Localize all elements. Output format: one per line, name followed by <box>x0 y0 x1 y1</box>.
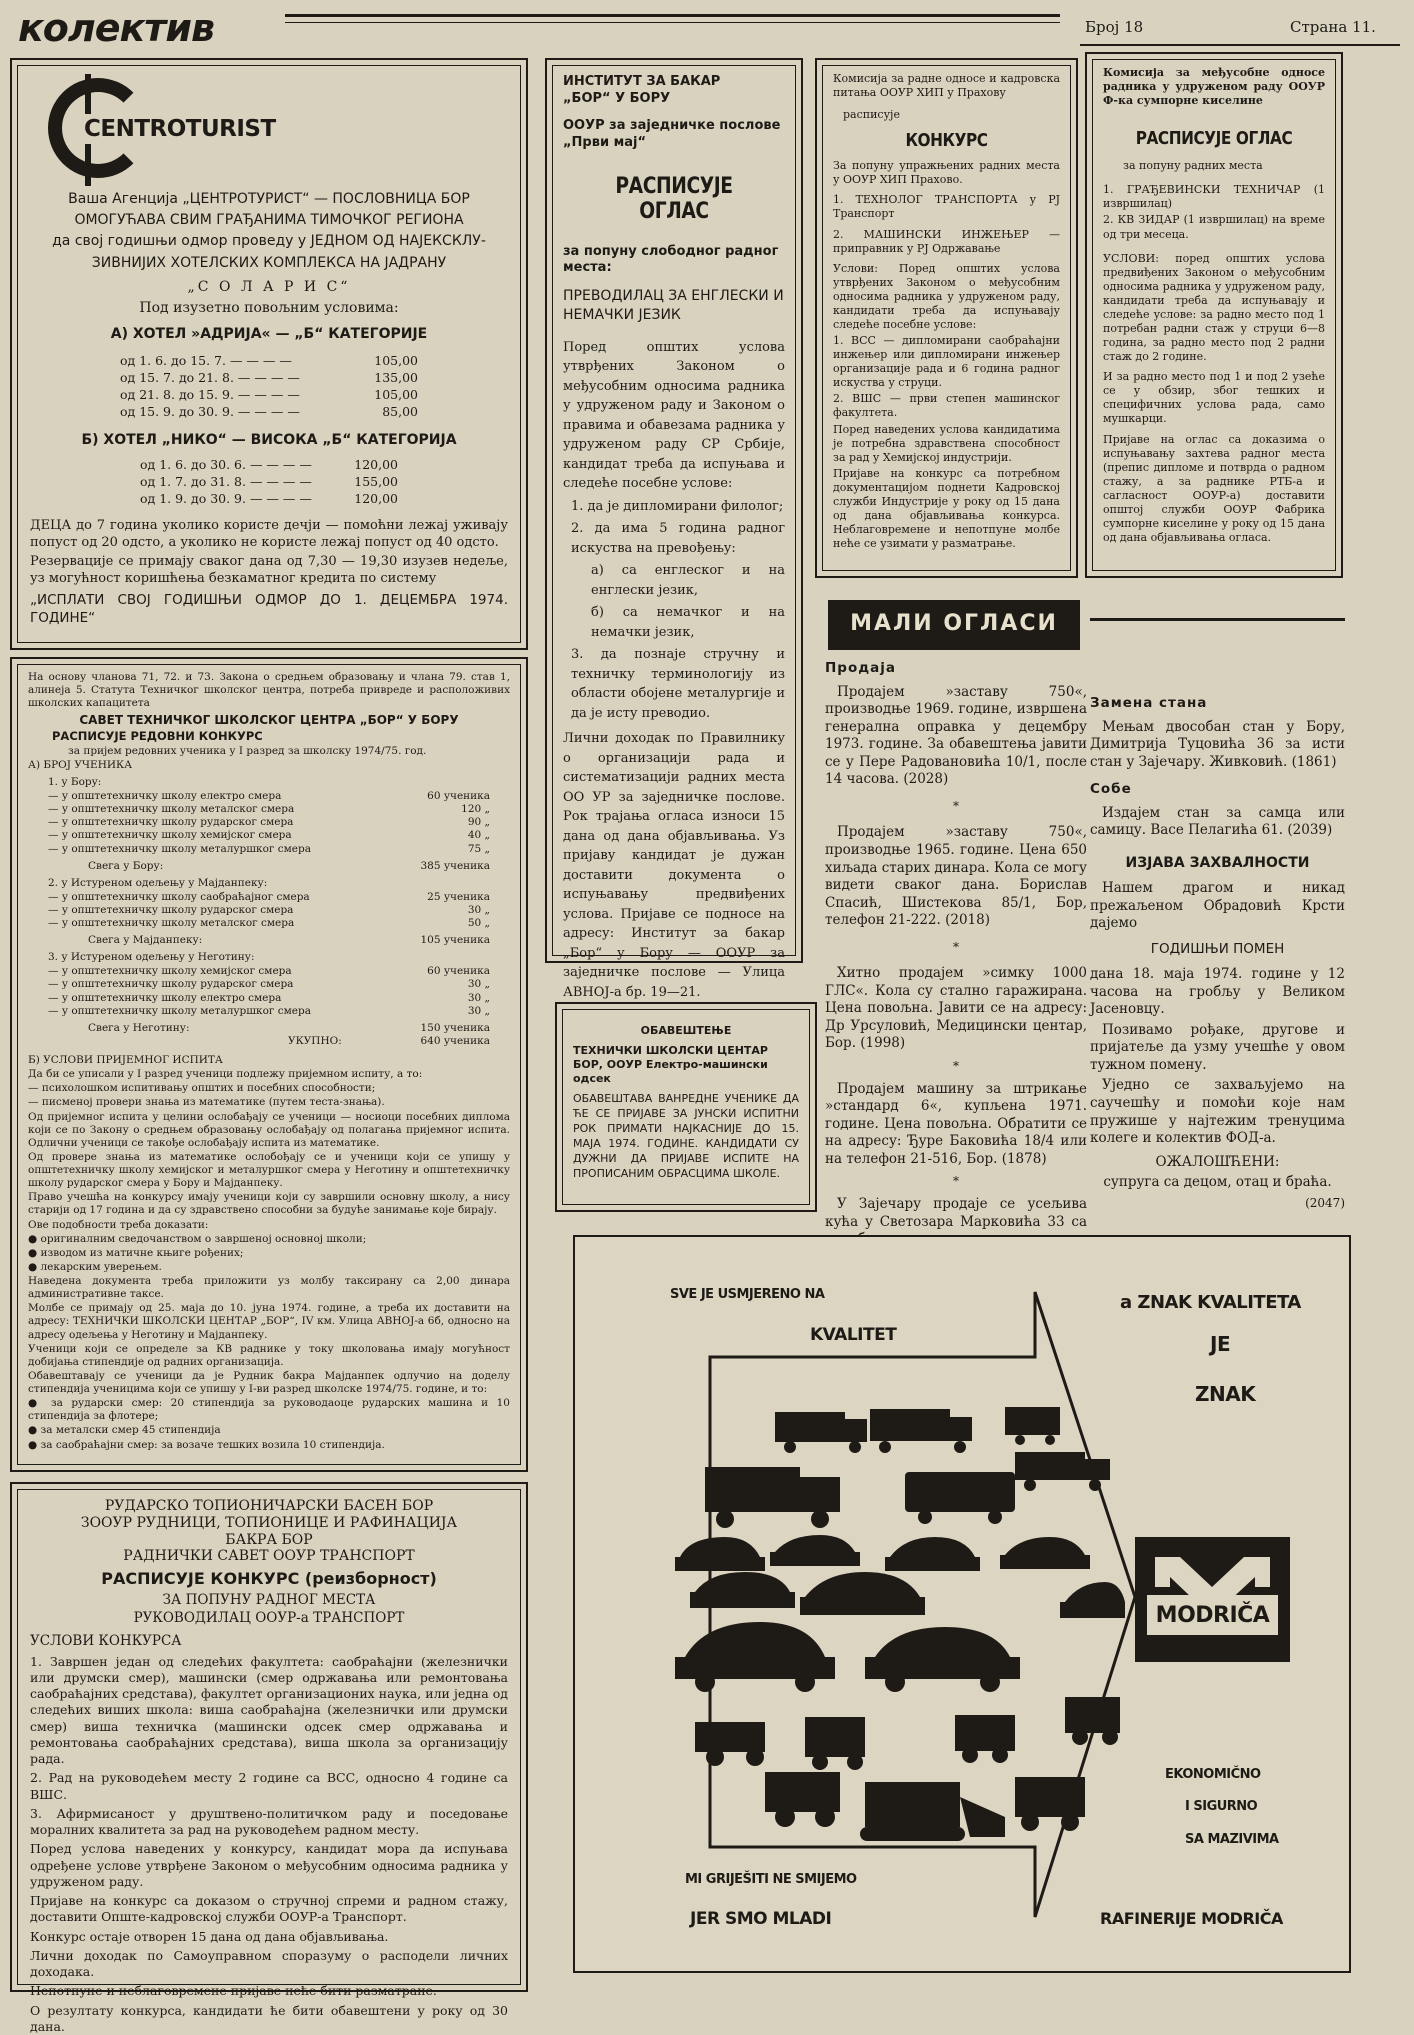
institute-body: б) са немачког и на немачки језик, <box>591 605 785 640</box>
sulfur-ad <box>1085 52 1343 578</box>
price-row: од 1. 7. до 31. 8. — — — — 155,00 <box>140 473 398 489</box>
memorial-title: ГОДИШЊИ ПОМЕН <box>1150 940 1285 957</box>
exchange-item: Мењам двособан стан у Бору, Димитрија Туцовића 36 за исти стан у Зајечару. Живковић. (1861) <box>1090 718 1345 770</box>
subtotal-row: Свега у Мајданпеку: 105 ученика <box>88 934 490 947</box>
rtb-body: Пријаве на конкурс са доказом о стручној спреми и радном стажу, доставити Опште-кадровској служби ООУР-а Транспорт. <box>30 1893 508 1925</box>
list-item: — у општетехничку школу хемијског смера 60 ученика <box>48 965 490 978</box>
slogan: „ИСПЛАТИ СВОЈ ГОДИШЊИ ОДМОР ДО 1. ДЕЦЕМБРА 1974. ГОДИНЕ“ <box>30 592 508 626</box>
modrica-eko-1: EKONOMIČNO <box>1165 1767 1261 1782</box>
modrica-eko-2: I SIGURNO <box>1185 1799 1258 1814</box>
classifieds-col-1 <box>825 660 1087 1304</box>
rtb-line: РУДАРСКО ТОПИОНИЧАРСКИ БАСЕН БОР <box>104 1498 434 1514</box>
price-row: од 15. 7. до 21. 8. — — — — 135,00 <box>120 370 418 386</box>
page-number: Страна 11. <box>1290 18 1376 36</box>
price-row: од 1. 9. до 30. 9. — — — — 120,00 <box>140 490 398 506</box>
separator-star: * <box>953 939 959 954</box>
institute-ad <box>545 58 803 1000</box>
list-item: — у општетехничку школу металског смера 50 „ <box>48 917 490 929</box>
masthead-rule-right <box>1080 44 1400 46</box>
modrica-right-1: a ZNAK KVALITETA <box>1120 1292 1301 1313</box>
separator-star: * <box>953 798 959 813</box>
classified-item: Хитно продајем »симку 1000 ГЛС«. Кола су стално гаражирана. Цена повољна. Јавити се на адресу: Др Урсуловић, Медицински центар, Бор. (1998) <box>825 965 1087 1052</box>
list-item: — у општетехничку школу металуршког смера 75 „ <box>48 842 490 855</box>
institute-line: „БОР“ У БОРУ <box>563 90 671 106</box>
classified-item: Продајем машину за штрикање »стандард 6«, купљена 1971. године. Цена повољна. Обратити се на адресу: Ђуре Баковића 18/4 или на телефон 21-516, Бор. (1878) <box>825 1080 1087 1167</box>
school-announce: РАСПИСУЈЕ РЕДОВНИ КОНКУРС <box>52 729 263 744</box>
section-b: Б) УСЛОВИ ПРИЈЕМНОГ ИСПИТА <box>28 1054 223 1066</box>
separator-star: * <box>953 1059 959 1074</box>
institute-headline: РАСПИСУЈЕ ОГЛАС <box>615 173 733 224</box>
hip-body: 1. ТЕХНОЛОГ ТРАНСПОРТА у РЈ Транспорт <box>833 193 1060 221</box>
school-body: ● лекарским уверењем. <box>28 1260 162 1273</box>
school-body: Да би се уписали у I разред ученици подлежу пријемном испиту, а то: <box>28 1068 423 1081</box>
masthead-logo: колектив <box>18 6 214 50</box>
centroturist-ad <box>10 58 528 650</box>
institute-body: 2. да има 5 година радног искуства на превођењу: <box>571 521 785 556</box>
list-item: — у општетехничку школу рударског смера 90 „ <box>48 816 490 829</box>
sulfur-body: И за радно место под 1 и под 2 узеће се у обзир, због тешких и специфичних услова рада, само мушкарци. <box>1103 370 1325 426</box>
classifieds-title: МАЛИ ОГЛАСИ <box>850 611 1058 636</box>
list-item: — у општетехничку школу рударског смера 30 „ <box>48 903 490 916</box>
rtb-for: ЗА ПОПУНУ РАДНОГ МЕСТА <box>162 1591 376 1608</box>
school-competition <box>10 657 528 1472</box>
centroturist-conditions: Под изузетно повољним условима: <box>139 299 399 316</box>
classifieds-col-2 <box>1090 695 1345 1214</box>
centroturist-line-3: да свој годишњи одмор проведу у ЈЕДНОМ ОД НАЈЕКСКЛУ- <box>52 233 486 250</box>
centroturist-line-1: Ваша Агенција „ЦЕНТРОТУРИСТ“ — ПОСЛОВНИЦА БОР <box>68 191 470 207</box>
rtb-body: Непотпуне и неблаговремене пријаве неће бити разматране. <box>30 1983 437 1999</box>
list-item: — у општетехничку школу саобраћајног смера 25 ученика <box>48 890 490 903</box>
institute-body: 1. да је дипломирани филолог; <box>571 498 784 514</box>
memorial-line: Уједно се захваљујемо на саучешћу и помоћи које нам пружише у најтежим тренуцима колеге и колектив ФОД-а. <box>1090 1077 1345 1147</box>
price-row: од 1. 6. до 15. 7. — — — — 105,00 <box>120 353 418 369</box>
centroturist-logo-text: CENTROTURIST <box>80 114 280 144</box>
children-discount: ДЕЦА до 7 година уколико користе дечји — помоћни лежај уживају попуст од 20 одсто, а уколико не користе лежај попуст од 40 одсто. <box>30 517 508 550</box>
list-item: — у општетехничку школу хемијског смера 40 „ <box>48 829 490 842</box>
modrica-kvalitet: KVALITET <box>810 1325 897 1345</box>
centroturist-logo <box>30 74 508 184</box>
hotel-a-title: А) ХОТЕЛ »АДРИЈА« — „Б“ КАТЕГОРИЈЕ <box>110 326 428 343</box>
modrica-top-left: SVE JE USMJERENO NA <box>670 1287 825 1302</box>
sulfur-headline: РАСПИСУЈЕ ОГЛАС <box>1135 128 1293 150</box>
modrica-ad <box>573 1235 1351 1973</box>
memorial-line: дана 18. маја 1974. године у 12 часова на гробљу у Великом Јасеновцу. <box>1090 966 1345 1018</box>
rtb-body: 1. Завршен један од следећих факултета: саобраћајни (железнички или друмски смер), машински (смер одржавања или ремонтовања саобраћајних средстава), факултет организационих наука, или једна од следећих виших школа: виша саобраћајна (железнички или друмски смер) виша техничка (машински одсек смер одржавања и ремонтовања саобраћајних средстава), виша школа за организацију рада. <box>30 1653 508 1767</box>
list-item: — у општетехничку школу рударског смера 30 „ <box>48 978 490 991</box>
school-body: Молбе се примају од 25. маја до 10. јуна 1974. године, а треба их доставити на адресу: ТЕХНИЧКИ ШКОЛСКИ ЦЕНТАР „БОР“, IV км. Улица АВНОЈ-а 6б, односно на адресу одељења у Неготину и Мајданпеку. <box>28 1302 510 1341</box>
school-body: Обавештавају се ученици да је Рудник бакра Мајданпек одлучио на доделу стипендија ученицима који се упишу у I-ви разред школске 1974/75. године, и то: <box>28 1369 510 1395</box>
rtb-body: 2. Рад на руководећем месту 2 године са ВСС, односно 4 године са ВШС. <box>30 1770 508 1802</box>
hotel-b-prices <box>30 457 508 508</box>
classified-item: Продајем »заставу 750«, производње 1965. године. Цена 650 хиљада старих динара. Кола се могу видети сваког дана. Борислав Спасић, Шистекова 85/1, Бор, телефон 21-222. (2018) <box>825 824 1087 929</box>
school-body: ● за саобраћајни смер: за возаче тешких возила 10 стипендија. <box>28 1438 385 1451</box>
institute-body: Лични доходак по Правилнику о организацији рада и систематизацији радних места ОО УР за заједничке послове. Рок трајања огласа износи 15 дана од дана објављивања. Уз пријаву кандидат је дужан доставити документа о испуњавању предвиђених услова. Пријаве се подносе на адресу: Институт за бакар „Бор“ у Бору — ООУР за заједничке послове — Улица АВНОЈ-а бр. 19—21. <box>563 731 785 1000</box>
centroturist-line-4: ЗИВНИЈИХ ХОТЕЛСКИХ КОМПЛЕКСА НА ЈАДРАНУ <box>91 254 447 271</box>
institute-for: за попуну слободног радног места: <box>563 243 779 276</box>
school-body: ● изводом из матичне књиге рођених; <box>28 1246 244 1259</box>
hip-body: 1. ВСС — дипломирани саобраћајни инжењер или дипломирани инжењер организације рада и 6 година радног искуства у струци. <box>833 334 1060 390</box>
hip-body: 2. ВШС — први степен машинског факултета. <box>833 392 1060 420</box>
school-purpose: за пријем редовних ученика у I разред за школску 1974/75. год. <box>68 744 427 757</box>
classifieds-rule <box>1090 618 1345 621</box>
notice-body: ОБАВЕШТАВА ВАНРЕДНЕ УЧЕНИКЕ ДА ЋЕ СЕ ПРИЈАВЕ ЗА ЈУНСКИ ИСПИТНИ РОК ПРИМАТИ НАЈКАСНИЈЕ ДО 15. МАЈА 1974. ГОДИНЕ. КАНДИДАТИ СУ ДУЖНИ ДА ПРИЈАВЕ ИСПИТЕ НА ПРОПИСАНИМ ОБРАСЦИМА ШКОЛЕ. <box>573 1092 799 1180</box>
school-body: Ове подобности треба доказати: <box>28 1218 209 1231</box>
hip-body: Поред наведених услова кандидатима је потребна здравствена способност за рад у Хемијској индустрији. <box>833 422 1060 464</box>
mourners-title: ОЖАЛОШЋЕНИ: <box>1155 1153 1280 1170</box>
school-body: — психолошком испитивању општих и посебних способности; <box>28 1082 376 1095</box>
hip-body: 2. МАШИНСКИ ИНЖЕЊЕР — приправник у РЈ Одржавање <box>833 227 1060 255</box>
masthead-rule <box>285 14 1060 17</box>
mourners: супруга са децом, отац и браћа. <box>1103 1174 1332 1191</box>
subtotal-row: Свега у Бору: 385 ученика <box>88 859 490 872</box>
rtb-body: О резултату конкурса, кандидати ће бити обавештени у року од 30 дана. <box>30 2002 508 2034</box>
rtb-headline: РАСПИСУЈЕ КОНКУРС (реизборност) <box>101 1569 437 1589</box>
modrica-bottom-left-1: MI GRIJEŠITI NE SMIJEMO <box>685 1872 857 1887</box>
institute-line: ИНСТИТУТ ЗА БАКАР <box>563 74 721 89</box>
solaris-name: „С О Л А Р И С“ <box>187 278 351 295</box>
institute-line: ООУР за заједничке послове <box>563 117 781 133</box>
sulfur-for: за попуну радних места <box>1123 159 1263 173</box>
thanks-intro: Нашем драгом и никад прежаљеном Обрадовић Крсти дајемо <box>1090 880 1345 932</box>
institute-line: „Први мај“ <box>563 134 646 150</box>
maj-title: 2. у Истуреном одељењу у Мајданпеку: <box>48 876 268 889</box>
rtb-competition <box>10 1482 528 2034</box>
school-body: ● оригиналним сведочанством о завршеној основној школи; <box>28 1232 367 1245</box>
list-item: — у општетехничку школу електро смера 30 „ <box>48 991 490 1004</box>
bor-title: 1. у Бору: <box>48 776 102 788</box>
list-item: — у општетехничку школу металског смера 120 „ <box>48 803 490 816</box>
classified-item: У Зајечару продаје се усељива кућа у Светозара Марковића 33 са <box>825 1195 1087 1230</box>
rooms-item: Издајем стан за самца или самицу. Васе Пелагића 61. (2039) <box>1090 804 1345 839</box>
school-body: ● за рударски смер: 20 стипендија за руководаоце рударских машина и 10 стипендија за флотере; <box>28 1397 510 1423</box>
rtb-body: Конкурс остаје отворен 15 дана од дана објављивања. <box>30 1928 389 1944</box>
hip-body: Пријаве на конкурс са потребном документацијом поднети Кадровској служби Индустрије у року од 15 дана од дана објављивања конкурса. Неблаговремене и непотпуне молбе неће се узимати у разматрање. <box>833 466 1060 551</box>
institute-body: Поред општих услова утврђених Законом о међусобним односима радника у удруженом раду и Законом о правима и обавезама радника у удруженом раду СР Србије, кандидат треба да испуњава и следеће посебне услове: <box>563 339 785 492</box>
modrica-right-3: ZNAK <box>1195 1382 1256 1406</box>
separator-star: * <box>953 1174 959 1189</box>
hotel-a-prices <box>30 353 508 421</box>
mourners-code: (2047) <box>1305 1195 1345 1210</box>
hotel-b-title: Б) ХОТЕЛ „НИКО“ — ВИСОКА „Б“ КАТЕГОРИЈА <box>81 431 457 448</box>
notice-line: одсек <box>573 1072 611 1086</box>
hip-body: Услови: Поред општих услова утврђених Законом о међусобним односима радника у удруженом раду, кандидати треба да испуњавају следеће посебне услове: <box>833 261 1060 332</box>
reservations: Резервације се примају сваког дана од 7,30 — 19,30 изузев недеље, уз могућност коришћења безкаматног кредита по систему <box>30 554 508 587</box>
price-row: од 15. 9. до 30. 9. — — — — 85,00 <box>120 403 418 419</box>
list-item: — у општетехничку школу електро смера 60 ученика <box>48 790 490 802</box>
sulfur-body: 1. ГРАЂЕВИНСКИ ТЕХНИЧАР (1 извршилац) <box>1103 183 1325 211</box>
sulfur-body: Пријаве на оглас са доказима о испуњавању захтева радног места (препис дипломе и потврда о радном стажу, а за раднике РТБ-а и сагласност ООУР-а) доставити општој служби ООУР Фабрика сумпорне киселине у року од 15 дана од дана објављивања огласа. <box>1103 432 1325 545</box>
rtb-position: РУКОВОДИЛАЦ ООУР-а ТРАНСПОРТ <box>133 1609 405 1626</box>
hip-announces: расписује <box>843 108 900 122</box>
notice-line: БОР, ООУР Електро-машински <box>573 1058 768 1072</box>
institute-body: 3. да познаје стручну и техничку терминологију из области обојене металургије и да је исту преводио. <box>571 647 785 721</box>
rtb-body: 3. Афирмисаност у друштвено-политичком раду и поседовање моралних квалитета за рад на руководећем радном месту. <box>30 1805 508 1838</box>
sulfur-body: 2. КВ ЗИДАР (1 извршилац) на време од три месеца. <box>1103 213 1325 241</box>
institute-position: ПРЕВОДИЛАЦ ЗА ЕНГЛЕСКИ И НЕМАЧКИ ЈЕЗИК <box>563 288 784 323</box>
neg-title: 3. у Истуреном одељењу у Неготину: <box>48 951 255 964</box>
notice-ad <box>555 1002 817 1212</box>
school-body: — писменој провери знања из математике (путем теста-знања). <box>28 1096 385 1109</box>
hip-intro: Комисија за радне односе и кадровска питања ООУР ХИП у Прахову <box>833 72 1060 100</box>
list-item: — у општетехничку школу металуршког смера 30 „ <box>48 1004 490 1017</box>
issue-number: Број 18 <box>1085 18 1144 36</box>
school-council: САВЕТ ТЕХНИЧКОГ ШКОЛСКОГ ЦЕНТРА „БОР“ У БОРУ <box>79 713 459 728</box>
school-body: Од пријемног испита у целини ослобађају се ученици — носиоци посебних диплома који се по Закону о средњем образовању ослобађају од полагања пријемног испита. Одлични ученици се такође ослобађају испита из математике. <box>28 1110 510 1149</box>
school-intro: На основу чланова 71, 72. и 73. Закона о средњем образовању и члана 79. став 1, алинеја 5. Статута Техничког школског центра, потреба привреде и расположивих школских капацитета <box>28 671 510 710</box>
subtotal-row: Свега у Неготину: 150 ученика <box>88 1021 490 1034</box>
hip-competition <box>815 58 1078 578</box>
rooms-title: Собе <box>1090 781 1132 798</box>
modrica-bottom-right: RAFINERIJE MODRIČA <box>1100 1909 1283 1928</box>
masthead-rule-thin <box>285 22 1060 23</box>
hip-headline: КОНКУРС <box>905 130 988 152</box>
school-body: Ученици који се определе за КВ раднике у току школовања имају могућност добијања стипендије од радних организација. <box>28 1342 510 1368</box>
rtb-cond-title: УСЛОВИ КОНКУРСА <box>30 1633 182 1650</box>
exchange-title: Замена стана <box>1090 695 1208 711</box>
school-body: ● за металски смер 45 стипендија <box>28 1424 221 1437</box>
modrica-logo-text: MODRIČA <box>1155 1603 1270 1628</box>
sulfur-body: УСЛОВИ: поред општих услова предвиђених Законом о међусобним односима радника у удруженом раду, кандидати треба да испуњавају и следеће услове: за радно место под 1 потребан радни стаж у струци 6—8 година, за радно место под 2 радни стаж до 2 године. <box>1103 251 1325 364</box>
notice-title: ОБАВЕШТЕЊЕ <box>640 1024 732 1037</box>
rtb-line: ЗООУР РУДНИЦИ, ТОПИОНИЦЕ И РАФИНАЦИЈА <box>80 1514 458 1531</box>
grand-total-row: УКУПНО: 640 ученика <box>288 1034 490 1047</box>
rtb-body: Лични доходак по Самоуправном споразуму о расподели личних доходака. <box>30 1947 508 1980</box>
centroturist-line-2: ОМОГУЋАВА СВИМ ГРАЂАНИМА ТИМОЧКОГ РЕГИОНА <box>74 212 464 229</box>
modrica-bottom-left-2: JER SMO MLADI <box>690 1909 832 1929</box>
school-body: Наведена документа треба приложити уз молбу таксирану са 2,00 динара административне таксе. <box>28 1275 510 1301</box>
modrica-right-2: JE <box>1210 1332 1231 1356</box>
institute-body: а) са енглеског и на енглески језик, <box>591 563 785 598</box>
price-row: од 1. 6. до 30. 6. — — — — 120,00 <box>140 457 398 472</box>
price-row: од 21. 8. до 15. 9. — — — — 105,00 <box>120 387 418 403</box>
modrica-eko-3: SA MAZIVIMA <box>1185 1832 1279 1847</box>
rtb-line: РАДНИЧКИ САВЕТ ООУР ТРАНСПОРТ <box>123 1548 415 1565</box>
hip-for: За попуну упражњених радних места у ООУР ХИП Прахово. <box>833 159 1060 187</box>
sulfur-intro: Комисија за међусобне односе радника у удруженом раду ООУР Ф-ка сумпорне киселине <box>1103 66 1325 108</box>
school-body: Право учешћа на конкурсу имају ученици који су завршили основну школу, а нису старији од 17 година и да су здравствено способни за будуће занимање које бирају. <box>28 1191 510 1217</box>
sale-title: Продаја <box>825 660 896 676</box>
classified-item: Продајем »заставу 750«, производње 1969. године, извршена генерална оправка у децембру 1973. године. За обавештења јавити се у Пере Радовановића 10/1, после 14 часова. (2028) <box>825 683 1087 788</box>
section-a: А) БРОЈ УЧЕНИКА <box>28 758 133 771</box>
rtb-line: БАКРА БОР <box>225 1531 313 1548</box>
notice-line: ТЕХНИЧКИ ШКОЛСКИ ЦЕНТАР <box>573 1044 768 1058</box>
rtb-body: Поред услова наведених у конкурсу, кандидат мора да испуњава одређене услове утврђене Законом о међусобним односима радника у удруженом раду. <box>30 1841 508 1889</box>
memorial-line: Позивамо рођаке, другове и пријатеље да узму учешће у овом тужном помену. <box>1090 1021 1345 1073</box>
thanks-title: ИЗЈАВА ЗАХВАЛНОСТИ <box>1125 854 1310 871</box>
school-body: Од провере знања из математике ослобођају се и ученици који се упишу у општетехничку школу хемијског и металуршког смера у Неготину и општетехничку школу рударског смера у Бору и Мајданпеку. <box>28 1150 510 1190</box>
